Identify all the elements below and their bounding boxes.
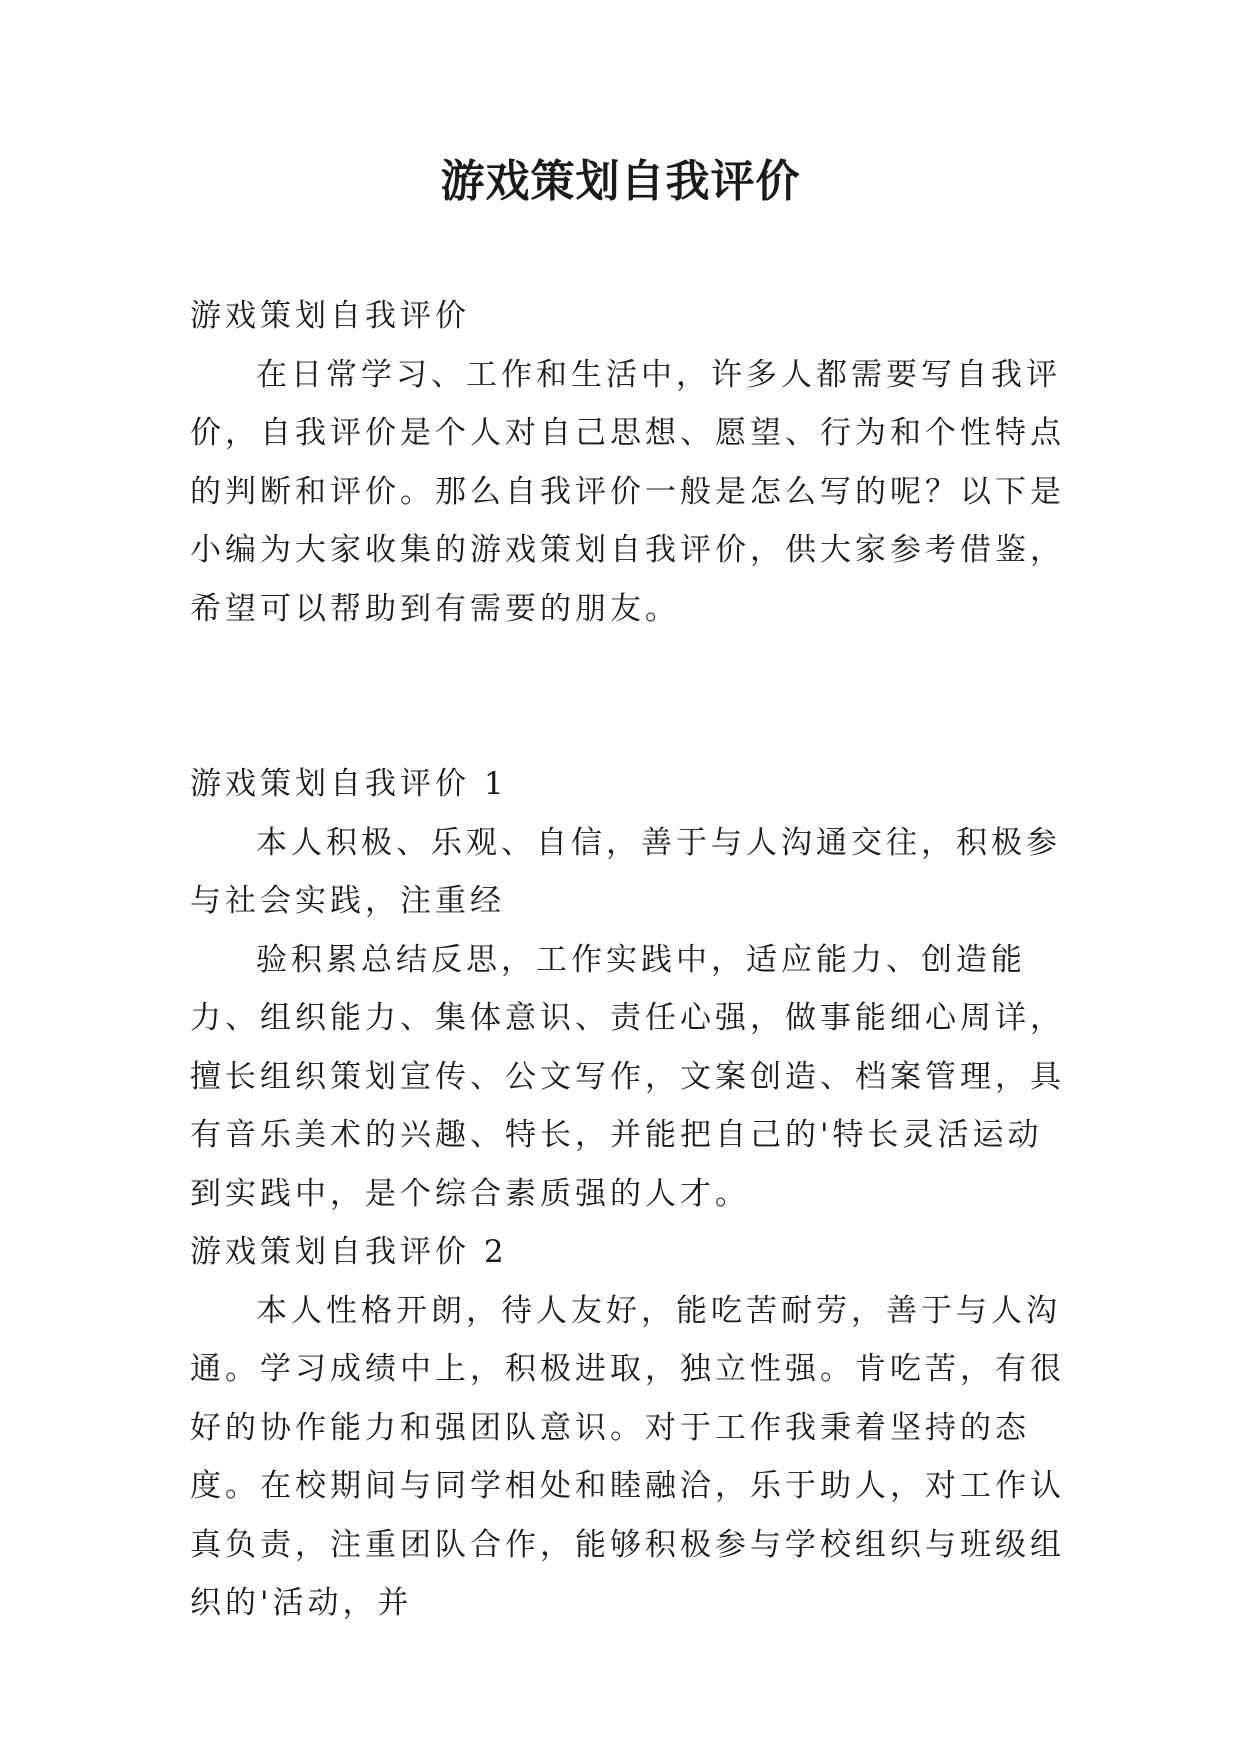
intro-heading: 游戏策划自我评价 — [190, 298, 470, 334]
section1-paragraph-1: 本人积极、乐观、自信，善于与人沟通交往，积极参与社会实践，注重经 — [190, 824, 1061, 919]
section1-paragraph-2: 验积累总结反思，工作实践中，适应能力、创造能力、组织能力、集体意识、责任心强，做事能细心周详，擅长组织策划宣传、公文写作，文案创造、档案管理，具有音乐美术的兴趣、特长，并能把自己的'特长灵活运动到实践中，是个综合素质强的人才。 — [190, 941, 1065, 1212]
document-title: 游戏策划自我评价 — [440, 156, 801, 207]
section1-heading: 游戏策划自我评价 1 — [190, 766, 508, 802]
section-spacer — [190, 638, 1070, 755]
document-body — [190, 287, 1070, 1633]
section2-paragraph-1: 本人性格开朗，待人友好，能吃苦耐劳，善于与人沟通。学习成绩中上，积极进取，独立性强。肯吃苦，有很好的协作能力和强团队意识。对于工作我秉着坚持的态度。在校期间与同学相处和睦融洽，乐于助人，对工作认真负责，注重团队合作，能够积极参与学校组织与班级组织的'活动，并 — [190, 1292, 1065, 1621]
section2-heading: 游戏策划自我评价 2 — [190, 1234, 508, 1270]
intro-paragraph: 在日常学习、工作和生活中，许多人都需要写自我评价，自我评价是个人对自己思想、愿望、行为和个性特点的判断和评价。那么自我评价一般是怎么写的呢？以下是小编为大家收集的游戏策划自我评价，供大家参考借鉴，希望可以帮助到有需要的朋友。 — [190, 356, 1065, 627]
